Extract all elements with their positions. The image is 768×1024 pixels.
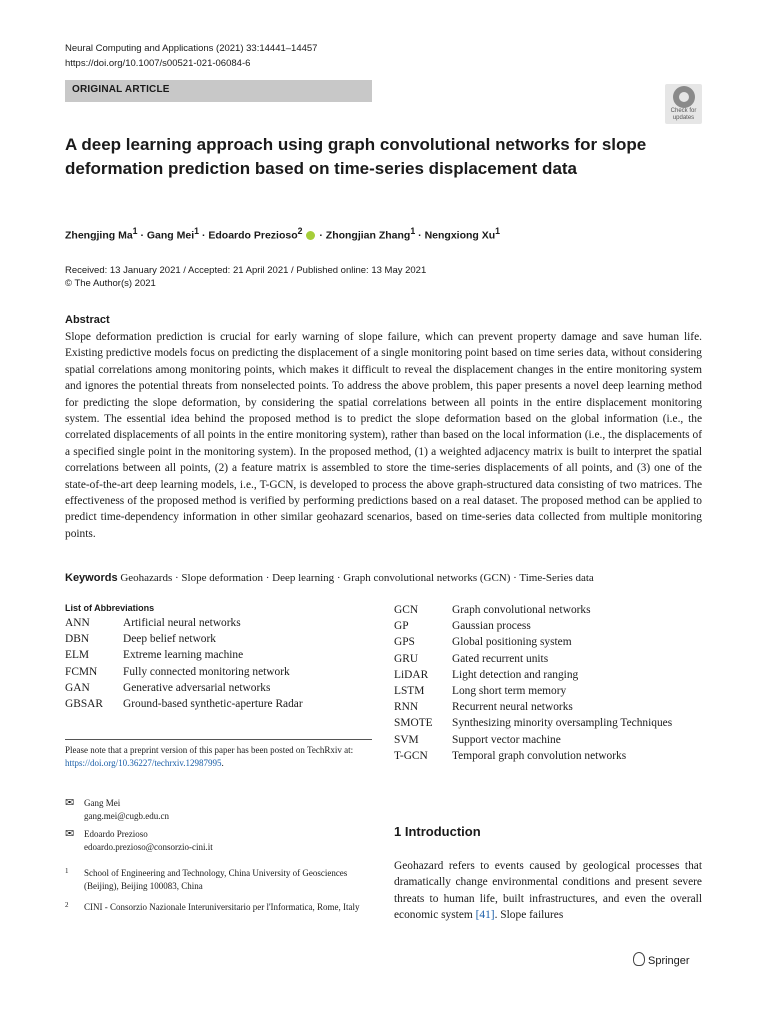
abbreviation-definition: Long short term memory <box>452 685 567 698</box>
abbreviation-row <box>65 680 303 696</box>
envelope-icon: ✉ <box>65 828 75 840</box>
abbreviation-definition: Synthesizing minority oversampling Techniques <box>452 717 673 730</box>
abbreviations-table-right <box>394 602 702 764</box>
publisher-footer <box>633 952 690 967</box>
abbreviation-definition: Ground-based synthetic-aperture Radar <box>123 698 303 711</box>
abbreviation-row <box>394 667 702 683</box>
abbreviation-row <box>394 651 702 667</box>
abbreviation-definition: Gated recurrent units <box>452 652 549 665</box>
author-separator: · <box>415 229 425 242</box>
abbreviation-definition: Support vector machine <box>452 733 561 746</box>
keywords-label: Keywords <box>65 572 118 584</box>
abbreviation-row <box>65 696 303 712</box>
affiliation-text: CINI - Consorzio Nazionale Interuniversitario per l'Informatica, Rome, Italy <box>84 902 360 912</box>
abbreviation-definition: Fully connected monitoring network <box>123 665 290 678</box>
contact-email[interactable]: gang.mei@cugb.edu.cn <box>84 811 170 821</box>
abbreviation-definition: Recurrent neural networks <box>452 701 573 714</box>
author-list <box>65 226 500 242</box>
affiliation-number: 1 <box>65 867 69 875</box>
abbreviation-definition: Gaussian process <box>452 620 531 633</box>
paper-title: A deep learning approach using graph convolutional networks for slope deformation prediction based on time-series displacement data <box>65 135 647 178</box>
abbreviation-row <box>394 634 702 650</box>
abbreviation-definition: Extreme learning machine <box>123 649 244 662</box>
abbreviation-term: GAN <box>65 681 90 694</box>
check-updates-line2: updates <box>672 115 695 121</box>
check-for-updates-badge[interactable] <box>665 84 702 124</box>
abbreviation-term: SVM <box>394 733 419 746</box>
preprint-link[interactable]: https://doi.org/10.36227/techrxiv.12987995 <box>65 758 222 768</box>
abbreviations-table-left <box>65 615 303 712</box>
introduction-text <box>394 858 702 924</box>
intro-paragraph: Geohazard refers to events caused by geological processes that dramatically change environmental conditions and present severe threats to human life, built infrastructures, and even the overall economic system <box>394 860 702 922</box>
springer-horse-icon <box>633 952 645 966</box>
contact-block <box>65 797 169 823</box>
affiliation-text: School of Engineering and Technology, China University of Geosciences (Beijing), Beijing 100083, China <box>84 868 348 891</box>
abbreviation-term: GCN <box>394 604 419 616</box>
affiliation-mark: 1 <box>132 226 138 236</box>
journal-doi[interactable]: https://doi.org/10.1007/s00521-021-06084-6 <box>65 58 251 69</box>
affiliation-mark: 1 <box>194 226 200 236</box>
keywords-text: Geohazards · Slope deformation · Deep learning · Graph convolutional networks (GCN) · Time-Series data <box>120 572 594 584</box>
abbreviation-row <box>394 683 702 699</box>
abbreviation-term: ELM <box>65 649 90 662</box>
abbreviation-term: GRU <box>394 652 419 665</box>
abbreviation-term: GP <box>394 620 409 633</box>
abbreviation-term: LiDAR <box>394 668 429 681</box>
affiliation-mark: 1 <box>410 226 416 236</box>
affiliation-mark: 1 <box>495 226 501 236</box>
envelope-icon: ✉ <box>65 797 75 809</box>
journal-header <box>65 41 317 71</box>
contact-block <box>65 828 213 854</box>
abbreviations-heading: List of Abbreviations <box>65 603 155 613</box>
author-name[interactable]: Zhengjing Ma <box>65 229 133 242</box>
check-updates-icon <box>673 86 695 108</box>
abbreviation-term: SMOTE <box>394 717 433 730</box>
abbreviation-term: RNN <box>394 701 419 714</box>
intro-paragraph-cont: . Slope failures <box>494 909 564 922</box>
affiliation-number: 2 <box>65 901 69 909</box>
abbreviation-term: DBN <box>65 633 90 646</box>
author-name[interactable]: Edoardo Prezioso <box>208 229 298 242</box>
check-updates-line1: Check for <box>670 108 697 114</box>
abbreviation-row <box>65 647 303 663</box>
preprint-note <box>65 744 365 770</box>
copyright-line: © The Author(s) 2021 <box>65 278 156 289</box>
abbreviation-definition: Temporal graph convolution networks <box>452 749 627 762</box>
abbreviation-definition: Light detection and ranging <box>452 668 579 681</box>
abbreviation-definition: Graph convolutional networks <box>452 604 591 616</box>
abbreviation-row <box>394 715 702 731</box>
abbreviation-row <box>394 699 702 715</box>
publisher-name: Springer <box>648 955 690 967</box>
orcid-icon[interactable] <box>306 231 315 240</box>
abbreviation-term: T-GCN <box>394 749 428 762</box>
dates-line: Received: 13 January 2021 / Accepted: 21 April 2021 / Published online: 13 May 2021 <box>65 265 427 276</box>
affiliation <box>65 901 365 914</box>
citation-link[interactable]: [41] <box>475 909 495 922</box>
author-name[interactable]: Zhongjian Zhang <box>325 229 411 242</box>
footnote-divider <box>65 739 372 740</box>
abstract-heading: Abstract <box>65 314 110 326</box>
affiliation-mark: 2 <box>297 226 303 236</box>
preprint-note-end: . <box>221 758 224 768</box>
abbreviation-term: LSTM <box>394 685 425 698</box>
abbreviation-row <box>65 664 303 680</box>
publication-dates <box>65 264 426 290</box>
author-name[interactable]: Nengxiong Xu <box>424 229 496 242</box>
author-separator: · <box>199 229 209 242</box>
abbreviation-term: GPS <box>394 636 415 649</box>
abstract-text: Slope deformation prediction is crucial for early warning of slope failure, which can prevent property damage and save human life. Existing predictive models focus on predicting the displacement of a single monitoring point based on time series data, without considering spatial correlations among monitoring points, which makes it difficult to reveal the displacement changes in the entire monitoring system and ignores the potential threats from nonselected points. To address the above problem, this paper presents a novel deep learning method for predicting the slope deformation, by considering the spatial correlations between all points in the entire displacement monitoring system. The essential idea behind the proposed method is to predict the slope deformation based on the global information (i.e., the correlated displacements of all points in the entire monitoring system), rather than based on the local information (i.e., the displacements of a specified single point in the monitoring system). In the proposed method, (1) a weighted adjacency matrix is built to interpret the spatial correlations between all points, (2) a feature matrix is assembled to store the time-series displacements of all points, and (3) one of the state-of-the-art deep learning models, i.e., T-GCN, is developed to process the above graph-structured data consisting of two matrices. The effectiveness of the proposed method is verified by performing predictions based on a real dataset. The proposed method can be applied to predict time-dependency information in other similar geohazard scenarios, based on time-series data collected from multiple monitoring points. <box>65 331 702 540</box>
abbreviation-definition: Generative adversarial networks <box>123 681 271 694</box>
abbreviation-term: GBSAR <box>65 698 103 711</box>
abbreviation-row <box>394 748 702 764</box>
abbreviation-row <box>394 618 702 634</box>
abbreviation-definition: Global positioning system <box>452 636 572 649</box>
abbreviation-term: FCMN <box>65 665 98 678</box>
article-type-banner <box>65 80 372 102</box>
abbreviation-definition: Deep belief network <box>123 633 216 646</box>
journal-citation: Neural Computing and Applications (2021) 33:14441–14457 <box>65 43 318 54</box>
section-heading-introduction: 1 Introduction <box>394 824 481 839</box>
keywords <box>65 572 594 584</box>
contact-name: Gang Mei <box>84 798 121 808</box>
abbreviation-definition: Artificial neural networks <box>123 617 241 629</box>
preprint-note-text: Please note that a preprint version of this paper has been posted on TechRxiv at: <box>65 745 354 755</box>
contact-email[interactable]: edoardo.prezioso@consorzio-cini.it <box>84 842 213 852</box>
contact-name: Edoardo Prezioso <box>84 829 148 839</box>
abbreviation-row <box>394 732 702 748</box>
abbreviation-term: ANN <box>65 617 90 629</box>
author-separator: · <box>137 229 147 242</box>
author-separator: · <box>316 229 326 242</box>
abbreviation-row <box>394 602 702 618</box>
abbreviation-row <box>65 631 303 647</box>
author-name[interactable]: Gang Mei <box>146 229 195 242</box>
article-type-label: ORIGINAL ARTICLE <box>72 84 170 95</box>
affiliation <box>65 867 365 893</box>
abbreviation-row <box>65 615 303 631</box>
